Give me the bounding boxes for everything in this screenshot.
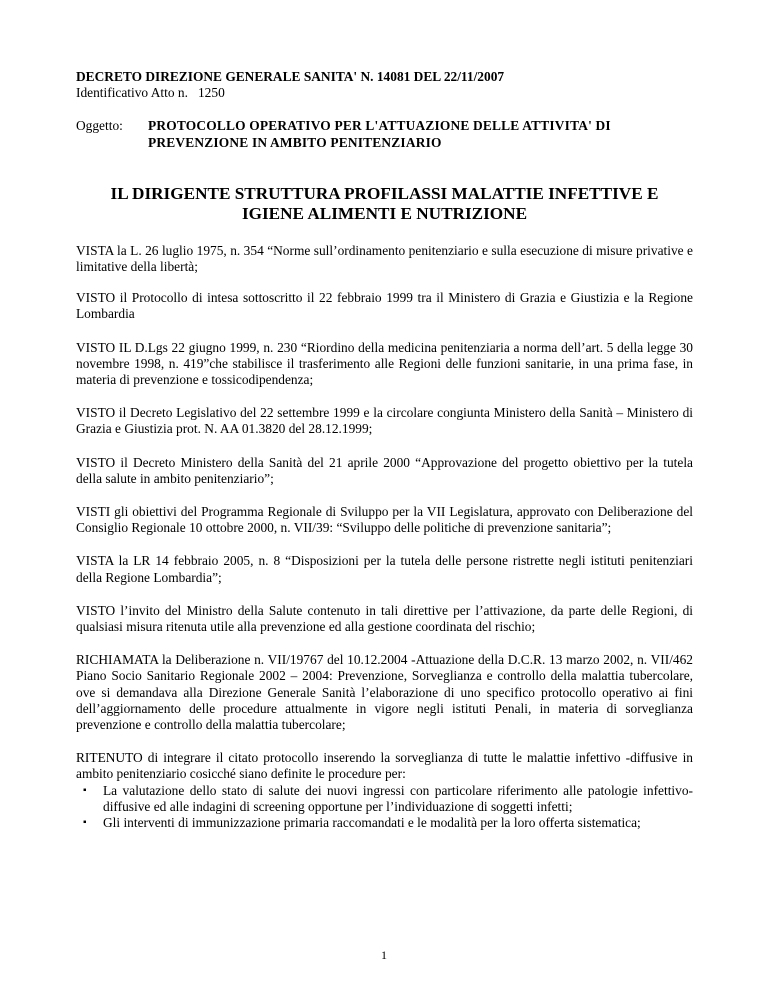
list-item (76, 783, 693, 815)
paragraph: VISTA la LR 14 febbraio 2005, n. 8 “Disposizioni per la tutela delle persone ristrette negli istituti penitenziari della Regione Lombardia”; (76, 553, 693, 585)
paragraph: RITENUTO di integrare il citato protocollo inserendo la sorveglianza di tutte le malattie infettivo -diffusive in ambito penitenziario cosicché siano definite le procedure per: (76, 750, 693, 782)
list-item (76, 815, 693, 831)
subject-block (76, 118, 693, 150)
paragraph: VISTO IL D.Lgs 22 giugno 1999, n. 230 “Riordino della medicina penitenziaria a norma dell’art. 5 della legge 30 novembre 1998, n. 419”che stabilisce il trasferimento alle Regioni delle funzioni sanitarie, in una prima fase, in materia di prevenzione e tossicodipendenza; (76, 339, 693, 388)
document-page (76, 69, 693, 831)
decree-title: DECRETO DIREZIONE GENERALE SANITA' N. 14081 DEL 22/11/2007 (76, 69, 505, 84)
paragraph: VISTO il Protocollo di intesa sottoscritto il 22 febbraio 1999 tra il Ministero di Grazia e Giustizia e la Regione Lombardia (76, 290, 693, 322)
paragraph: VISTO il Decreto Legislativo del 22 settembre 1999 e la circolare congiunta Ministero della Sanità – Ministero di Grazia e Giustizia prot. N. AA 01.3820 del 28.12.1999; (76, 405, 693, 437)
list-item-text: Gli interventi di immunizzazione primaria raccomandati e le modalità per la loro offerta sistematica; (103, 815, 641, 831)
list-item-text: La valutazione dello stato di salute dei nuovi ingressi con particolare riferimento alle patologie infettivo-diffusive ed alle indagini di screening opportune per l’individuazione di soggetti infetti; (103, 782, 693, 814)
square-bullet-icon: ▪ (83, 784, 87, 796)
paragraph: VISTI gli obiettivi del Programma Regionale di Sviluppo per la VII Legislatura, approvato con Deliberazione del Consiglio Regionale 10 ottobre 2000, n. VII/39: “Sviluppo delle politiche di prevenzione sanitaria”; (76, 504, 693, 536)
square-bullet-icon: ▪ (83, 817, 87, 829)
bullet-list (76, 783, 693, 832)
subject-text: PROTOCOLLO OPERATIVO PER L'ATTUAZIONE DELLE ATTIVITA' DI PREVENZIONE IN AMBITO PENITENZIARIO (148, 118, 611, 150)
paragraph: VISTO l’invito del Ministro della Salute contenuto in tali direttive per l’attivazione, da parte delle Regioni, di qualsiasi misura ritenuta utile alla prevenzione ed alla gestione coordinata del rischio; (76, 602, 693, 635)
paragraph: VISTA la L. 26 luglio 1975, n. 354 “Norme sull’ordinamento penitenziario e sulla esecuzione di misure privative e limitative della libertà; (76, 242, 693, 275)
subject-label: Oggetto: (76, 118, 123, 134)
paragraph: VISTO il Decreto Ministero della Sanità del 21 aprile 2000 “Approvazione del progetto obiettivo per la tutela della salute in ambito penitenziario”; (76, 454, 693, 486)
page-number: 1 (381, 948, 387, 962)
act-identifier: Identificativo Atto n. 1250 (76, 85, 225, 101)
paragraph: RICHIAMATA la Deliberazione n. VII/19767 del 10.12.2004 -Attuazione della D.C.R. 13 marzo 2002, n. VII/462 Piano Socio Sanitario Regionale 2002 – 2004: Prevenzione, Sorveglianza e controllo della malattia tubercolare, ove si demandava alla Direzione Generale Sanità l’elaborazione di uno specifico protocollo operativo ai fini dell’aggiornamento delle procedure attualmente in vigore negli istituti Penali, in materia di sorveglianza prevenzione e controllo della malattia tubercolare; (76, 652, 693, 733)
document-heading: IL DIRIGENTE STRUTTURA PROFILASSI MALATTIE INFETTIVE E IGIENE ALIMENTI E NUTRIZIONE (110, 183, 659, 223)
